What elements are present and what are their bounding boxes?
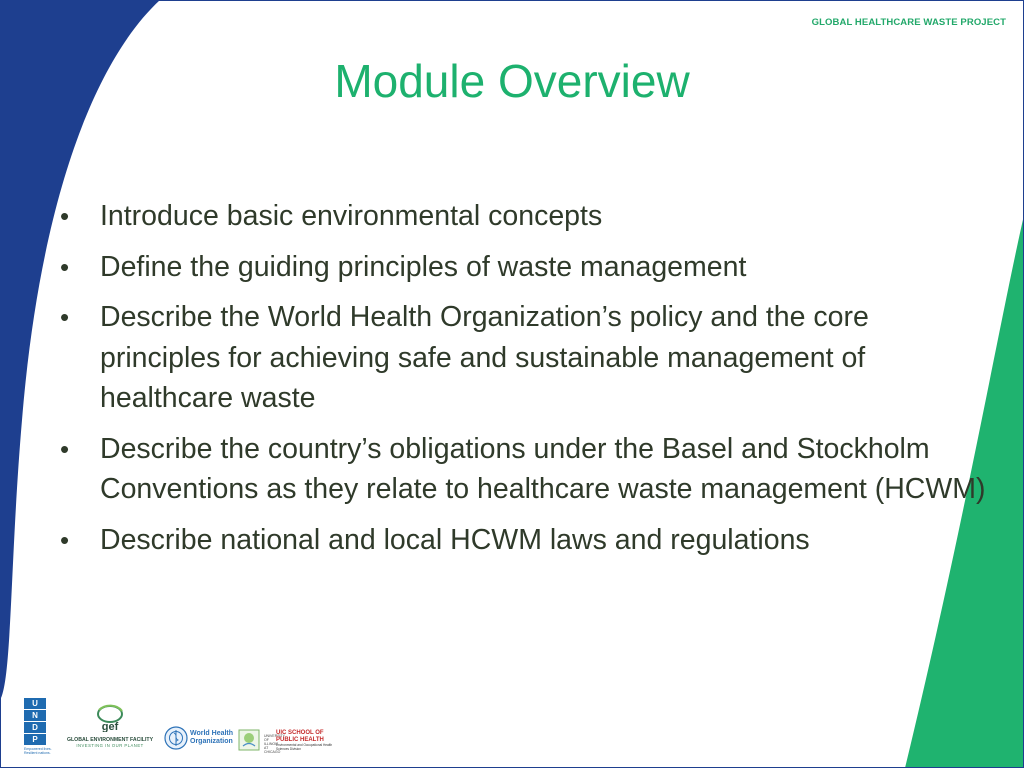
project-name: GLOBAL HEALTHCARE WASTE PROJECT (811, 17, 1006, 28)
undp-letter: P (24, 734, 46, 745)
bullet-marker: • (60, 433, 70, 464)
bullet-text: Describe the World Health Organization’s policy and the core principles for achieving safe and sustainable management of healthcare waste (100, 301, 869, 414)
bullet-item (58, 196, 988, 237)
undp-letter: N (24, 710, 46, 721)
gef-name: GLOBAL ENVIRONMENT FACILITY (66, 737, 154, 743)
bullet-item (58, 297, 988, 419)
uic-school-name (276, 730, 324, 743)
who-logo (164, 726, 234, 756)
uic-line-2: PUBLIC HEALTH (276, 736, 324, 743)
bullet-text: Describe the country’s obligations under the Basel and Stockholm Conventions as they relate to healthcare waste management (HCWM) (100, 432, 986, 505)
undp-letter: U (24, 698, 46, 709)
bullet-marker: • (60, 302, 70, 332)
slide-title: Module Overview (334, 55, 690, 107)
who-line-2: Organization (190, 738, 233, 745)
bullet-item (58, 520, 988, 561)
bullet-list (58, 196, 988, 570)
bullet-text: Define the guiding principles of waste management (100, 250, 747, 283)
bullet-text: Introduce basic environmental concepts (100, 200, 603, 232)
who-line-1: World Health (190, 730, 234, 737)
undp-logo (24, 698, 52, 755)
who-emblem-icon (164, 726, 188, 750)
bullet-item (58, 429, 988, 510)
uic-line-1: UIC SCHOOL OF (276, 730, 324, 736)
bullet-marker: • (60, 251, 70, 282)
uic-division-text: Environmental and Occupational Health Sciences Division (276, 743, 333, 751)
bullet-item (58, 247, 988, 288)
uic-university-text: UNIVERSITY OF ILLINOIS AT CHICAGO (264, 734, 285, 754)
who-text (190, 730, 233, 746)
bullet-marker: • (60, 201, 70, 231)
bullet-text: Describe national and local HCWM laws and regulations (100, 523, 810, 556)
gef-logo (60, 702, 160, 748)
uic-logo (264, 728, 336, 756)
gef-globe-icon (93, 702, 127, 732)
gef-mark-text: gef (101, 721, 119, 732)
gef-tagline: INVESTING IN OUR PLANET (76, 743, 144, 748)
undp-letter: D (24, 722, 46, 733)
bullet-marker: • (60, 524, 70, 555)
uic-emblem-icon (238, 728, 260, 752)
footer-logos (0, 698, 360, 768)
undp-tagline: Empowered lives. Resilient nations. (24, 747, 52, 755)
